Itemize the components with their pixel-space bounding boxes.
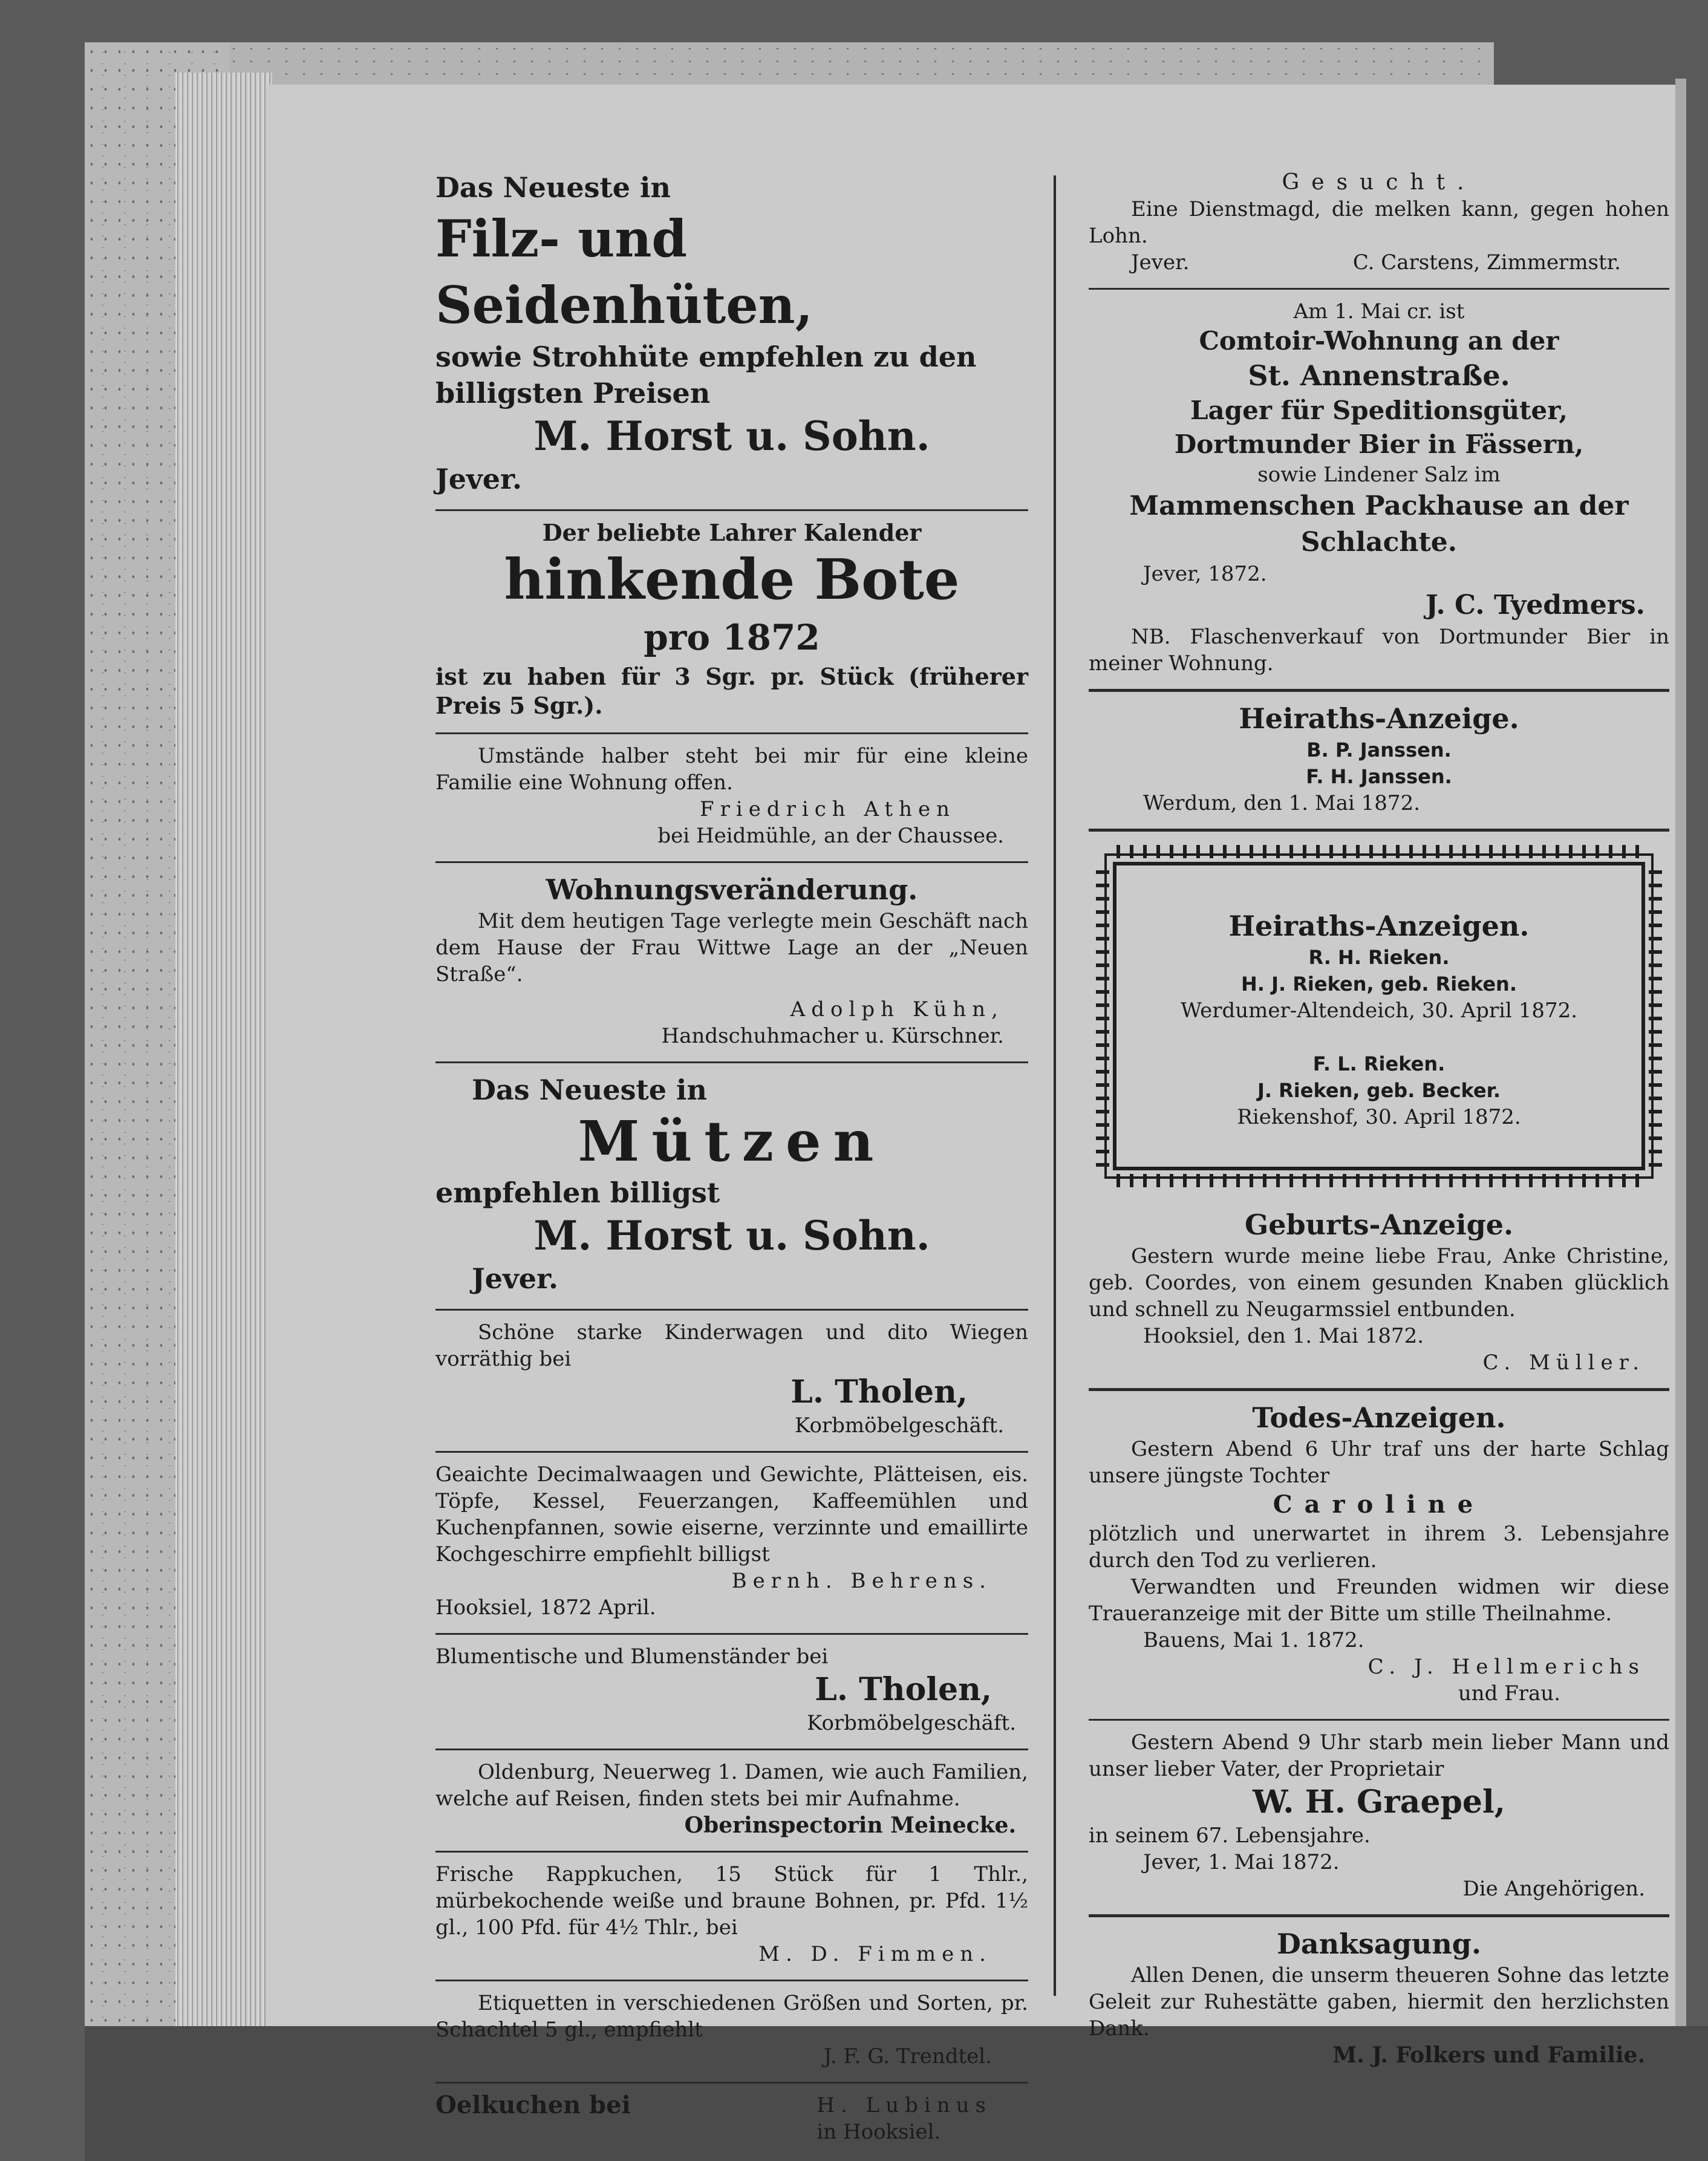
divider <box>435 861 1028 863</box>
next-page-edge <box>1675 79 1686 2032</box>
left-column <box>435 169 1028 2154</box>
ad-trade: Korbmöbelgeschäft. <box>806 1711 1016 1735</box>
ad-subheadline: pro 1872 <box>644 617 820 658</box>
ad-name: J. Rieken, geb. Becker. <box>1257 1079 1501 1102</box>
ad-signature: Friedrich Athen <box>699 797 956 821</box>
ad-headline: St. Annenstraße. <box>1248 359 1510 392</box>
ad-note: NB. Flaschenverkauf von Dortmunder Bier in meiner Wohnung. <box>1089 625 1669 676</box>
frame-ornament <box>1116 845 1641 858</box>
ad-text: Gestern Abend 6 Uhr traf uns der harte Schlag unsere jüngste Tochter <box>1089 1437 1669 1488</box>
ad-date: Werdumer-Altendeich, 30. April 1872. <box>1180 999 1578 1023</box>
ad-line: Schlachte. <box>1300 527 1458 558</box>
divider <box>435 1633 1028 1635</box>
ad-line: sowie Strohhüte empfehlen zu den <box>435 341 977 373</box>
frame-ornament <box>1116 1174 1641 1187</box>
ad-wohnung-offen <box>435 743 1028 858</box>
ad-date: Riekenshof, 30. April 1872. <box>1237 1105 1521 1129</box>
ad-line: Das Neueste in <box>435 171 671 204</box>
ad-todes-anzeigen <box>1089 1400 1669 1715</box>
ad-line: Comtoir-Wohnung an der <box>1199 326 1559 356</box>
ad-comtoir-wohnung <box>1089 298 1669 685</box>
ad-text: in seinem 67. Lebensjahre. <box>1089 1824 1371 1848</box>
ad-signature: M. D. Fimmen. <box>758 1942 992 1966</box>
divider <box>1089 288 1669 290</box>
ad-danksagung <box>1089 1926 1669 2077</box>
ad-headline: Todes-Anzeigen. <box>1252 1401 1506 1434</box>
ad-blumentische <box>435 1643 1028 1745</box>
ad-date: Jever, 1872. <box>1143 562 1267 586</box>
ad-rappkuchen <box>435 1861 1028 1976</box>
firm-name: M. Horst u. Sohn. <box>533 1212 930 1259</box>
frame-ornament <box>1649 865 1662 1167</box>
ad-line: Am 1. Mai cr. ist <box>1293 299 1465 324</box>
ad-text: Geaichte Decimalwaagen und Gewichte, Plätteisen, eis. Töpfe, Kessel, Feuerzangen, Kaffeemühlen und Kuchenpfannen, sowie eiserne, verzinnte und emaillirte Kochgeschirre empfiehlt billigst <box>435 1462 1028 1566</box>
ad-name: R. H. Rieken. <box>1308 946 1450 969</box>
ad-geburts-anzeige <box>1089 1207 1669 1384</box>
ad-text: Oelkuchen bei <box>435 2091 631 2119</box>
ad-signature: H. Lubinus <box>817 2093 992 2117</box>
ad-line: Das Neueste in <box>472 1074 707 1106</box>
ad-muetzen <box>435 1072 1028 1305</box>
ad-line: sowie Lindener Salz im <box>1257 463 1501 487</box>
ad-text: plötzlich und unerwartet in ihrem 3. Lebensjahre durch den Tod zu verlieren. <box>1089 1522 1669 1573</box>
ad-line: Dortmunder Bier in Fässern, <box>1174 429 1584 459</box>
ad-headline: Gesucht. <box>1282 170 1476 195</box>
divider <box>1089 829 1669 832</box>
ad-headline: hinkende Bote <box>504 547 960 612</box>
ad-line: empfehlen billigst <box>435 1176 720 1209</box>
ad-text: Blumentische und Blumenständer bei <box>435 1644 829 1669</box>
ad-signature: C. Carstens, Zimmermstr. <box>1352 250 1621 275</box>
page-edges <box>175 73 272 2032</box>
ad-todes-graepel <box>1089 1729 1669 1911</box>
ad-date: Jever, 1. Mai 1872. <box>1143 1850 1340 1874</box>
ad-place: Jever. <box>472 1262 559 1295</box>
ad-headline: Geburts-Anzeige. <box>1244 1208 1514 1241</box>
frame-ornament <box>1096 865 1109 1167</box>
ad-date: Hooksiel, den 1. Mai 1872. <box>1143 1324 1424 1348</box>
ad-signature-block <box>817 2092 1028 2145</box>
ad-text: Verwandten und Freunden widmen wir diese Traueranzeige mit der Bitte um stille Theilnahme. <box>1089 1575 1669 1626</box>
ad-text: Etiquetten in verschiedenen Größen und Sorten, pr. Schachtel 5 gl., empfiehlt <box>435 1991 1028 2042</box>
divider <box>435 1851 1028 1853</box>
ad-trade: Korbmöbelgeschäft. <box>794 1413 1004 1438</box>
ad-text: Schöne starke Kinderwagen und dito Wiegen vorräthig bei <box>435 1320 1028 1371</box>
divider <box>1089 1388 1669 1391</box>
ad-text: Gestern wurde meine liebe Frau, Anke Christine, geb. Coordes, von einem gesunden Knaben glücklich und schnell zu Neugarmssiel entbunden. <box>1089 1244 1669 1322</box>
column-divider <box>1054 175 1056 1996</box>
ad-signature: Die Angehörigen. <box>1462 1877 1645 1901</box>
divider <box>435 2082 1028 2084</box>
divider <box>435 1309 1028 1311</box>
spacer <box>1153 1024 1605 1051</box>
ad-signature: L. Tholen, <box>790 1374 968 1410</box>
ad-name: F. H. Janssen. <box>1306 765 1452 788</box>
ad-text: Eine Dienstmagd, die melken kann, gegen hohen Lohn. <box>1089 197 1669 248</box>
ad-name: F. L. Rieken. <box>1312 1052 1446 1075</box>
ad-signature: L. Tholen, <box>815 1671 992 1708</box>
ad-name: W. H. Graepel, <box>1253 1784 1505 1820</box>
ad-text: Oldenburg, Neuerweg 1. Damen, wie auch Familien, welche auf Reisen, finden stets bei mir Aufnahme. <box>435 1760 1028 1811</box>
ad-heiraths-janssen <box>1089 700 1669 825</box>
ad-text: Umstände halber steht bei mir für eine kleine Familie eine Wohnung offen. <box>435 744 1028 795</box>
ad-etiquetten <box>435 1990 1028 2078</box>
divider <box>1089 1719 1669 1721</box>
ad-signature: J. F. G. Trendtel. <box>823 2044 992 2068</box>
ad-kalender <box>435 520 1028 729</box>
ad-text: Frische Rappkuchen, 15 Stück für 1 Thlr., mürbekochende weiße und braune Bohnen, pr. Pfd. 1½ gl., 100 Pfd. für 4½ Thlr., bei <box>435 1862 1028 1940</box>
divider <box>435 509 1028 511</box>
ad-place: Hooksiel, 1872 April. <box>435 1595 656 1620</box>
ad-place: in Hooksiel. <box>817 2120 941 2144</box>
divider <box>435 1451 1028 1453</box>
ad-signature: Adolph Kühn, <box>790 997 1004 1022</box>
ad-line: Mammenschen Packhause an der <box>1129 491 1629 521</box>
ad-headline: Mützen <box>578 1109 886 1174</box>
ad-date: Werdum, den 1. Mai 1872. <box>1143 791 1421 815</box>
ad-signature: M. J. Folkers und Familie. <box>1332 2042 1645 2068</box>
ad-text: ist zu haben für 3 Sgr. pr. Stück (früherer Preis 5 Sgr.). <box>435 663 1028 719</box>
divider <box>435 1749 1028 1750</box>
ad-headline: Wohnungsveränderung. <box>546 873 918 906</box>
ad-headline: Danksagung. <box>1277 1928 1481 1960</box>
ad-gesucht <box>1089 169 1669 284</box>
ad-footer <box>1089 249 1669 276</box>
divider <box>1089 1914 1669 1917</box>
ad-trade: Handschuhmacher u. Kürschner. <box>661 1024 1004 1048</box>
ad-name: Caroline <box>1273 1490 1485 1519</box>
ad-line: Der beliebte Lahrer Kalender <box>542 519 922 546</box>
ad-text: Allen Denen, die unserm theueren Sohne das letzte Geleit zur Ruhestätte gaben, hiermit den herzlichsten Dank. <box>1089 1963 1669 2041</box>
ad-filz-seidenhuete <box>435 169 1028 506</box>
ad-oelkuchen <box>435 2092 1028 2154</box>
firm-name: M. Horst u. Sohn. <box>533 412 930 460</box>
ad-signature: Bernh. Behrens. <box>731 1569 992 1593</box>
ad-signature: J. C. Tyedmers. <box>1426 590 1645 621</box>
ad-date: Bauens, Mai 1. 1872. <box>1143 1628 1364 1652</box>
divider <box>435 1980 1028 1981</box>
divider <box>435 732 1028 734</box>
ad-kinderwagen <box>435 1319 1028 1447</box>
ad-name: B. P. Janssen. <box>1306 738 1452 761</box>
ad-text: Mit dem heutigen Tage verlegte mein Geschäft nach dem Hause der Frau Wittwe Lage an der „Neuen Straße“. <box>435 909 1028 986</box>
ad-place: Jever. <box>1131 250 1190 275</box>
ad-decimalwaagen <box>435 1461 1028 1629</box>
ad-signature: Oberinspectorin Meinecke. <box>684 1813 1016 1838</box>
ad-line: Lager für Speditionsgüter, <box>1190 396 1568 425</box>
ad-place: bei Heidmühle, an der Chaussee. <box>657 824 1004 848</box>
divider <box>1089 689 1669 692</box>
ad-wohnungsveraenderung <box>435 872 1028 1058</box>
ad-headline: Heiraths-Anzeige. <box>1239 702 1519 735</box>
ad-oldenburg <box>435 1759 1028 1847</box>
ad-signature: C. Müller. <box>1482 1351 1645 1375</box>
ornamental-frame <box>1113 862 1645 1170</box>
ad-place: Jever. <box>435 463 523 495</box>
ad-line: billigsten Preisen <box>435 377 711 409</box>
ad-text: Gestern Abend 9 Uhr starb mein lieber Mann und unser lieber Vater, der Proprietair <box>1089 1730 1669 1781</box>
ad-name: H. J. Rieken, geb. Rieken. <box>1241 973 1517 996</box>
ad-headline: Heiraths-Anzeigen. <box>1228 910 1530 942</box>
ad-signature: C. J. Hellmerichs <box>1367 1655 1645 1679</box>
ad-headline: Filz- und Seidenhüten, <box>435 209 813 335</box>
divider <box>435 1061 1028 1063</box>
right-column <box>1089 169 1669 2077</box>
ad-signature: und Frau. <box>1458 1681 1560 1706</box>
